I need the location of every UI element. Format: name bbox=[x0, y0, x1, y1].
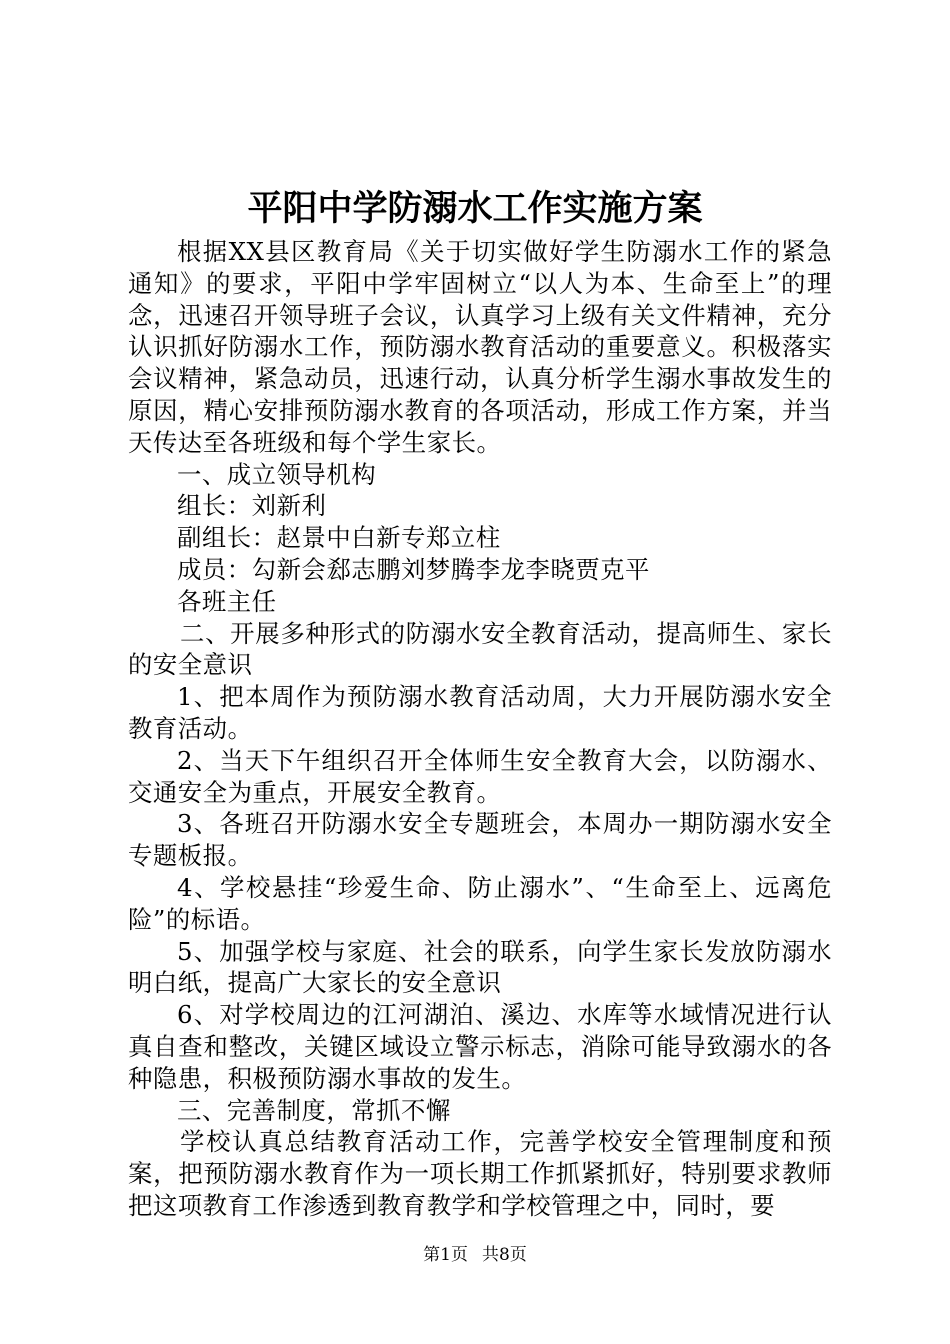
paragraph-leader: 组长：刘新利 bbox=[177, 491, 327, 521]
document-body bbox=[128, 236, 832, 1222]
paragraph-class-teachers: 各班主任 bbox=[177, 586, 277, 616]
page-total: 共8页 bbox=[482, 1245, 527, 1265]
page-number: 第1页 bbox=[423, 1245, 468, 1265]
paragraph-deputy-leader: 副组长：赵景中白新专郑立柱 bbox=[177, 523, 501, 553]
paragraph-intro: 根据XX县区教育局《关于切实做好学生防溺水工作的紧急通知》的要求，平阳中学牢固树立“以人为本、生命至上”的理念，迅速召开领导班子会议，认真学习上级有关文件精神，充分认识抓好防溺水工作，预防溺水教育活动的重要意义。积极落实会议精神，紧急动员，迅速行动，认真分析学生溺水事故发生的原因，精心安排预防溺水教育的各项活动，形成工作方案，并当天传达至各班级和每个学生家长。 bbox=[128, 237, 832, 457]
list-item-1: 1、把本周作为预防溺水教育活动周，大力开展防溺水安全教育活动。 bbox=[128, 682, 832, 743]
list-item-6: 6、对学校周边的江河湖泊、溪边、水库等水域情况进行认真自查和整改，关键区域设立警示标志，消除可能导致溺水的各种隐患，积极预防溺水事故的发生。 bbox=[128, 1000, 832, 1093]
paragraph-closing: 学校认真总结教育活动工作，完善学校安全管理制度和预案，把预防溺水教育作为一项长期工作抓紧抓好，特别要求教师把这项教育工作渗透到教育教学和学校管理之中，同时，要 bbox=[128, 1127, 832, 1220]
list-item-4: 4、学校悬挂“珍爱生命、防止溺水”、“生命至上、远离危险”的标语。 bbox=[128, 872, 832, 934]
list-item-3: 3、各班召开防溺水安全专题班会，本周办一期防溺水安全专题板报。 bbox=[128, 809, 832, 871]
list-item-2: 2、当天下午组织召开全体师生安全教育大会，以防溺水、交通安全为重点，开展安全教育。 bbox=[128, 745, 832, 807]
list-item-5: 5、加强学校与家庭、社会的联系，向学生家长发放防溺水明白纸，提高广大家长的安全意识 bbox=[128, 936, 832, 998]
page-footer bbox=[0, 1243, 950, 1267]
section-heading-3: 三、完善制度，常抓不懈 bbox=[177, 1095, 451, 1125]
section-heading-2: 二、开展多种形式的防溺水安全教育活动，提高师生、家长的安全意识 bbox=[128, 618, 832, 680]
document-title: 平阳中学防溺水工作实施方案 bbox=[247, 188, 703, 229]
paragraph-members: 成员：勾新会郄志鹏刘梦腾李龙李晓贾克平 bbox=[177, 554, 650, 584]
section-heading-1: 一、成立领导机构 bbox=[177, 459, 377, 489]
